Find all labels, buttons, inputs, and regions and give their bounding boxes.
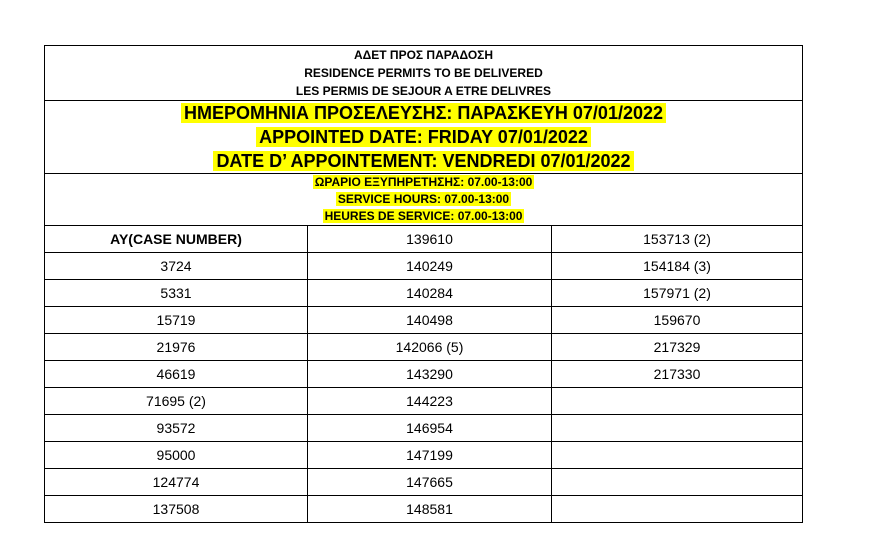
document-sheet xyxy=(44,45,802,523)
case-number-cell: 147665 xyxy=(308,469,552,496)
service-hours-block xyxy=(45,174,803,226)
table-row xyxy=(45,469,803,496)
case-number-cell: 153713 (2) xyxy=(552,226,803,253)
table-row xyxy=(45,361,803,388)
title-english: RESIDENCE PERMITS TO BE DELIVERED xyxy=(304,66,543,80)
case-number-cell xyxy=(552,442,803,469)
case-number-cell: 143290 xyxy=(308,361,552,388)
table-row xyxy=(45,442,803,469)
table-row xyxy=(45,307,803,334)
case-number-cell: 124774 xyxy=(45,469,308,496)
table-row xyxy=(45,280,803,307)
table-row xyxy=(45,388,803,415)
hours-french: HEURES DE SERVICE: 07.00-13:00 xyxy=(324,209,523,223)
title-greek: ΑΔΕΤ ΠΡΟΣ ΠΑΡΑΔΟΣΗ xyxy=(353,48,494,62)
case-number-cell: 159670 xyxy=(552,307,803,334)
case-number-cell: 147199 xyxy=(308,442,552,469)
hours-greek: ΩΡΑΡΙΟ ΕΞΥΠΗΡΕΤΗΣΗΣ: 07.00-13:00 xyxy=(314,175,533,189)
case-number-cell: 140498 xyxy=(308,307,552,334)
table-row xyxy=(45,226,803,253)
case-number-cell: 137508 xyxy=(45,496,308,523)
permits-table xyxy=(44,45,803,523)
case-number-cell: 217330 xyxy=(552,361,803,388)
case-number-header: ΑΥ(CASE NUMBER) xyxy=(45,226,308,253)
date-french: DATE D’ APPOINTEMENT: VENDREDI 07/01/2022 xyxy=(213,151,633,171)
appointment-date-block xyxy=(45,101,803,174)
case-number-cell: 148581 xyxy=(308,496,552,523)
table-row xyxy=(45,334,803,361)
case-number-cell: 140284 xyxy=(308,280,552,307)
case-number-cell: 217329 xyxy=(552,334,803,361)
title-french: LES PERMIS DE SEJOUR A ETRE DELIVRES xyxy=(295,84,552,98)
case-number-cell: 142066 (5) xyxy=(308,334,552,361)
case-number-cell: 144223 xyxy=(308,388,552,415)
case-number-cell xyxy=(552,496,803,523)
case-number-cell: 5331 xyxy=(45,280,308,307)
table-row xyxy=(45,415,803,442)
case-number-cell xyxy=(552,388,803,415)
case-number-cell: 140249 xyxy=(308,253,552,280)
case-number-cell: 46619 xyxy=(45,361,308,388)
case-number-cell: 3724 xyxy=(45,253,308,280)
case-number-cell: 15719 xyxy=(45,307,308,334)
hours-english: SERVICE HOURS: 07.00-13:00 xyxy=(337,192,510,206)
case-number-cell: 139610 xyxy=(308,226,552,253)
case-number-cell xyxy=(552,415,803,442)
case-number-cell xyxy=(552,469,803,496)
case-number-cell: 71695 (2) xyxy=(45,388,308,415)
date-greek: ΗΜΕΡΟΜΗΝΙΑ ΠΡΟΣΕΛΕΥΣΗΣ: ΠΑΡΑΣΚΕΥΗ 07/01/2022 xyxy=(181,103,666,123)
case-number-cell: 93572 xyxy=(45,415,308,442)
case-number-cell: 154184 (3) xyxy=(552,253,803,280)
table-row xyxy=(45,496,803,523)
case-number-cell: 95000 xyxy=(45,442,308,469)
case-number-cell: 21976 xyxy=(45,334,308,361)
case-number-cell: 146954 xyxy=(308,415,552,442)
title-block xyxy=(45,46,803,101)
case-number-cell: 157971 (2) xyxy=(552,280,803,307)
date-english: APPOINTED DATE: FRIDAY 07/01/2022 xyxy=(256,127,591,147)
table-row xyxy=(45,253,803,280)
